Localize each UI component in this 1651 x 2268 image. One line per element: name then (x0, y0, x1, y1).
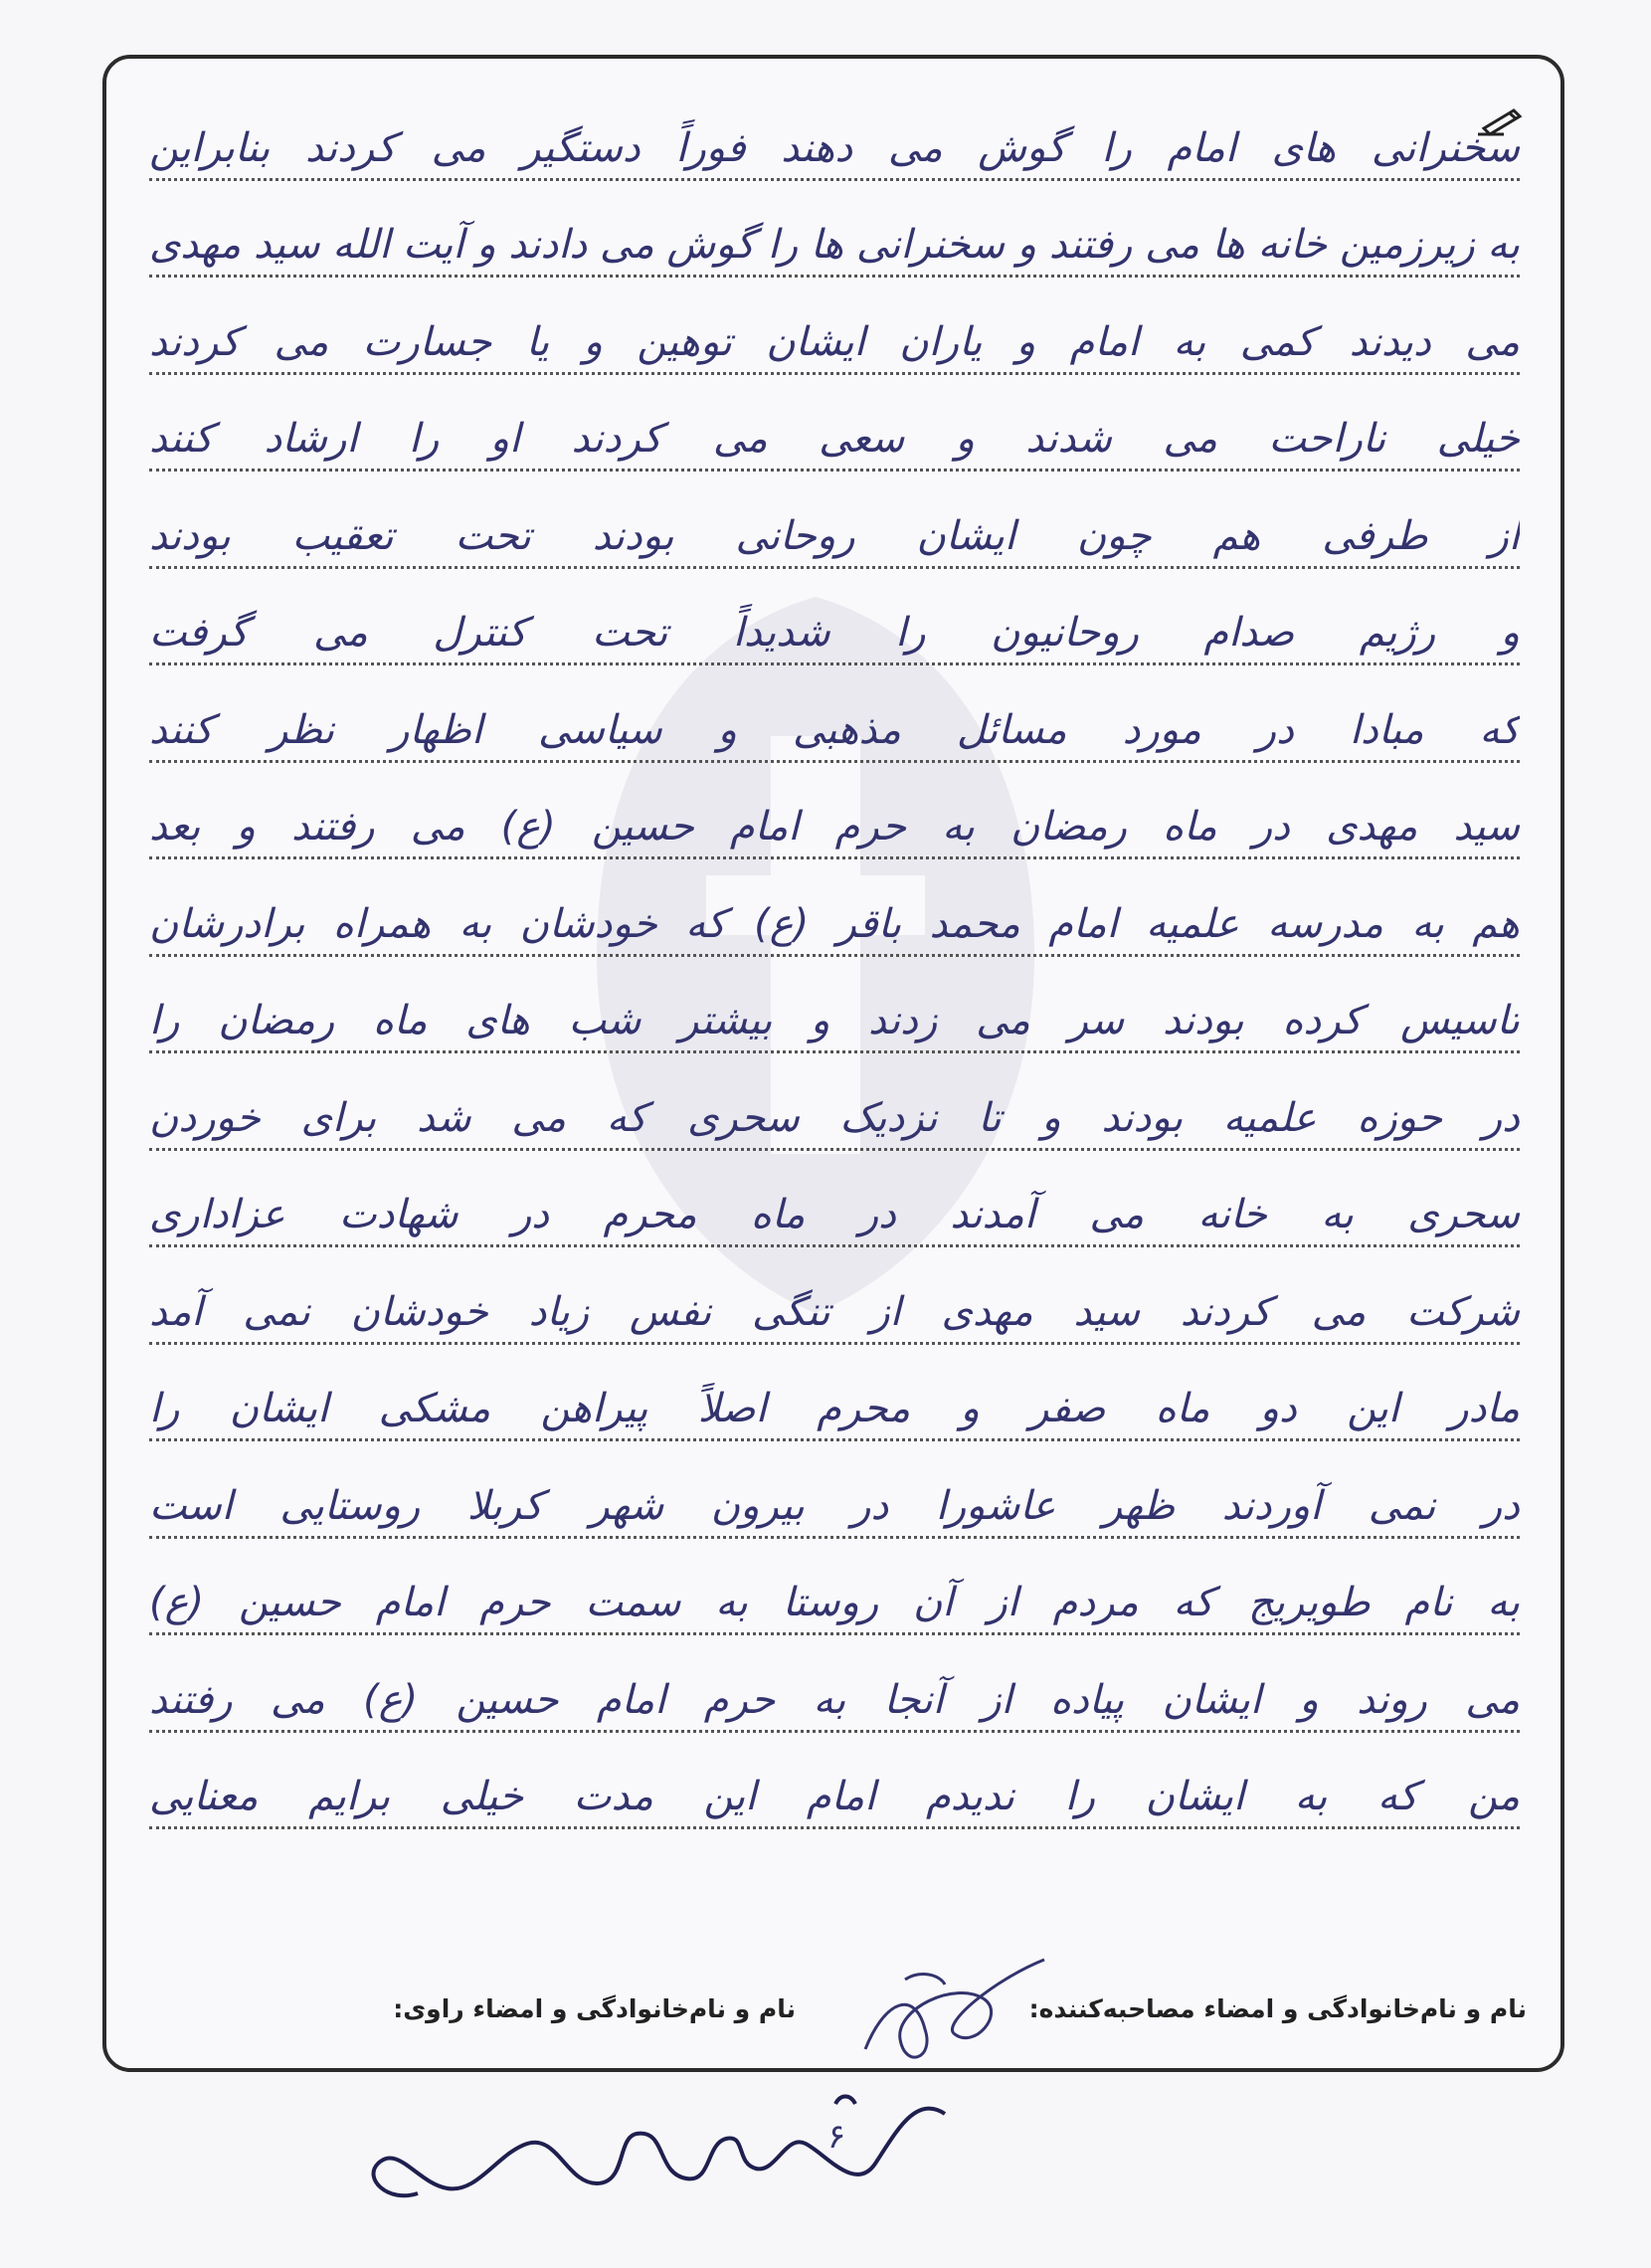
line-text: مادر این دو ماه صفر و محرم اصلاً پیراهن مشکی ایشان را (149, 1386, 1520, 1431)
text-line (149, 1069, 1520, 1167)
line-text: سحری به خانه می آمدند در ماه محرم در شهادت عزاداری (149, 1192, 1520, 1237)
line-text: در نمی آوردند ظهر عاشورا در بیرون شهر کربلا روستایی است (149, 1482, 1520, 1529)
text-line (149, 487, 1520, 585)
line-text: شرکت می کردند سید مهدی از تنگی نفس زیاد خودشان نمی آمد (149, 1288, 1520, 1335)
line-text: که مبادا در مورد مسائل مذهبی و سیاسی اظهار نظر کنند (149, 706, 1520, 753)
text-line (149, 973, 1520, 1070)
text-line (149, 585, 1520, 682)
text-line (149, 99, 1520, 197)
interviewer-signature (845, 1940, 1064, 2089)
line-text: من که به ایشان را ندیدم امام این مدت خیلی برایم معنایی (149, 1774, 1520, 1819)
line-text: تاسیس کرده بودند سر می زدند و بیشتر شب های ماه رمضان را (149, 998, 1520, 1043)
text-line (149, 1749, 1520, 1846)
line-text: و رژیم صدام روحانیون را شدیداً تحت کنترل می گرفت (149, 610, 1520, 656)
line-text: سید مهدی در ماه رمضان به حرم امام حسین (ع) می رفتند و بعد (149, 804, 1520, 850)
text-line (149, 1651, 1520, 1749)
text-line (149, 391, 1520, 488)
line-text: به زیرزمین خانه ها می رفتند و سخنرانی ها را گوش می دادند و آیت الله سید مهدی (149, 222, 1520, 268)
text-line (149, 1555, 1520, 1652)
handwritten-text-area (149, 99, 1520, 1845)
text-line (149, 681, 1520, 779)
text-line (149, 197, 1520, 294)
text-line (149, 1361, 1520, 1458)
interviewer-label: نام و نام‌خانوادگی و امضاء مصاحبه‌کننده: (1028, 1994, 1527, 2023)
line-text: سخنرانی های امام را گوش می دهند فوراً دستگیر می کردند بنابراین (149, 124, 1520, 171)
text-line (149, 293, 1520, 391)
narrator-label: نام و نام‌خانوادگی و امضاء راوی: (393, 1994, 796, 2023)
signature-footer (149, 1994, 1527, 2044)
text-line (149, 779, 1520, 876)
page-number: ۶ (827, 2117, 846, 2157)
line-text: خیلی ناراحت می شدند و سعی می کردند او را ارشاد کنند (149, 416, 1520, 462)
text-line (149, 1457, 1520, 1555)
narrator-signature (358, 2074, 955, 2223)
line-text: می روند و ایشان پیاده از آنجا به حرم امام حسین (ع) می رفتند (149, 1676, 1520, 1723)
line-text: از طرفی هم چون ایشان روحانی بودند تحت تعقیب بودند (149, 512, 1520, 559)
text-line (149, 1167, 1520, 1264)
text-line (149, 875, 1520, 973)
line-text: در حوزه علمیه بودند و تا نزدیک سحری که می شد برای خوردن (149, 1094, 1520, 1141)
text-line (149, 1263, 1520, 1361)
line-text: می دیدند کمی به امام و یاران ایشان توهین و یا جسارت می کردند (149, 318, 1520, 365)
line-text: هم به مدرسه علمیه امام محمد باقر (ع) که خودشان به همراه برادرشان (149, 900, 1520, 947)
line-text: به نام طویریج که مردم از آن روستا به سمت حرم امام حسین (ع) (149, 1580, 1520, 1625)
